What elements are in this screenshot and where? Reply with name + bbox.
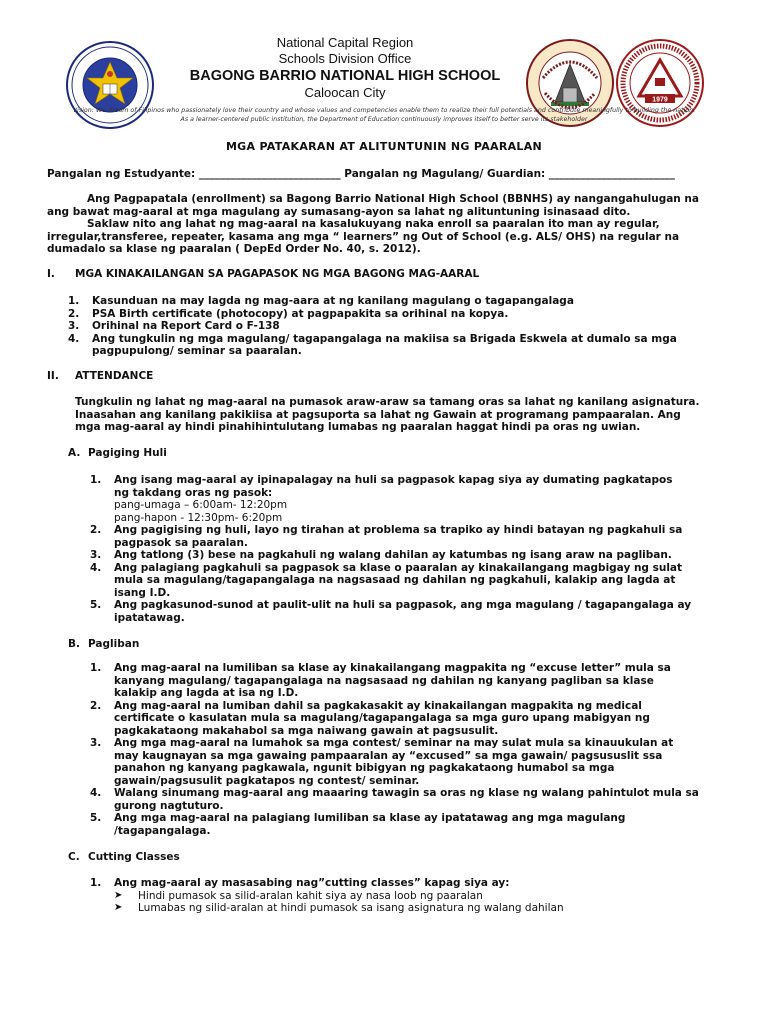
intro-line: Ang Pagpapatala (enrollment) sa Bagong Barrio National High School (BBNHS) ay nangangahulugan na	[87, 193, 699, 205]
morning-schedule: pang-umaga – 6:00am- 12:20pm	[114, 499, 288, 511]
subsection-b-list	[90, 662, 750, 837]
list-item: ➤ Hindi pumasok sa silid-aralan kahit siya ay nasa loob ng paaralan	[114, 890, 483, 902]
section-title: MGA KINAKAILANGAN SA PAGAPASOK NG MGA BAGONG MAG-AARAL	[75, 268, 480, 280]
list-item: 5. Ang mga mag-aaral na palagiang lumiliban sa klase ay ipatatawag ang mga magulang /tagapangalaga.	[90, 812, 626, 837]
name-fields: Pangalan ng Estudyante: ___________________________ Pangalan ng Magulang/ Guardian: ________________________	[47, 168, 675, 180]
subsection-c-list	[90, 877, 750, 890]
school-name: BAGONG BARRIO NATIONAL HIGH SCHOOL	[189, 68, 501, 84]
document-title: MGA PATAKARAN AT ALITUNTUNIN NG PAARALAN	[225, 140, 543, 153]
subsection-c-heading: C. Cutting Classes	[68, 851, 180, 863]
list-item: 5. Ang pagkasunod-sunod at paulit-ulit na huli sa pagpasok, ang mga magulang / tagapangalaga ay ipatatawag.	[90, 599, 692, 624]
list-item: 1. Kasunduan na may lagda ng mag-aara at ng kanilang magulang o tagapangalaga	[68, 295, 574, 307]
list-item: 2. Ang mag-aaral na lumiban dahil sa pagkakasakit ay kinakailangan magpakita ng medical certificate o kasulatan mula sa magulang/tagapangalaga sa mga guro upang mabigyan ng pagkakataong makahabol sa mga naiwang gawain at pagsusulit.	[90, 699, 650, 737]
section-title: ATTENDANCE	[75, 370, 154, 382]
intro-paragraph	[47, 193, 747, 256]
section-1-list	[68, 295, 748, 358]
list-item: ➤ Lumabas ng silid-aralan at hindi pumasok sa isang asignatura ng walang dahilan	[114, 902, 564, 914]
intro-line: Saklaw nito ang lahat ng mag-aaral na kasalukuyang naka enroll sa paaralan ito man ay regular,	[87, 218, 660, 230]
list-item: 4. Walang sinumang mag-aaral ang maaaring tawagin sa oras ng klase ng walang pahintulot mula sa gurong nagtuturo.	[90, 787, 699, 812]
intro-line: ang bawat mag-aaral at mga magulang ay sumasang-ayon sa lahat ng alituntuning isinasaad dito.	[47, 205, 631, 218]
list-item: 1. Ang isang mag-aaral ay ipinapalagay na huli sa pagpasok kapag siya ay dumating pagkatapos ng takdang oras ng pasok: pang-umaga – 6:00am- 12:20pm pang-hapon - 12:30pm- 6:20pm	[90, 474, 750, 524]
list-item: 2. PSA Birth certificate (photocopy) at pagpapakita sa orihinal na kopya.	[68, 307, 509, 320]
vision-line-2: As a learner-centered public institution, the Department of Education continuously improves itself to better serve its stakeholder	[180, 116, 588, 123]
list-item: 3. Ang tatlong (3) bese na pagkahuli ng walang dahilan ay katumbas ng isang araw na pagliban.	[90, 549, 672, 561]
intro-line: irregular,transferee, repeater, kasama ang mga “ learners” ng Out of School (e.g. ALS/ OHS) na regular na	[47, 230, 680, 243]
section-1-heading	[47, 268, 479, 280]
region-name: National Capital Region	[276, 35, 414, 50]
arrow-bullet-icon: ➤	[114, 902, 123, 913]
arrow-bullet-icon: ➤	[114, 890, 123, 901]
section-number: II.	[47, 370, 59, 382]
subsection-a-list	[90, 474, 750, 624]
subsection-b-heading: B. Pagliban	[68, 638, 140, 650]
list-item: 1. Ang mag-aaral na lumiliban sa klase ay kinakailangang magpakita ng “excuse letter” mula sa kanyang magulang/ tagapangalaga na nagsasaad ng dahilan ng kanyang pagliban sa klase kalakip ang lagda at isa ng I.D.	[90, 662, 671, 699]
cutting-classes-bullets	[110, 890, 750, 914]
seal-year: 1979	[652, 96, 668, 104]
list-item: 1. Ang mag-aaral ay masasabing nag”cutting classes” kapag siya ay:	[90, 877, 510, 889]
attendance-intro: Tungkulin ng lahat ng mag-aaral na pumasok araw-araw sa tamang oras sa lahat ng kanilang asignatura. Inaasahan ang kanilang pakikiisa at pagsuporta sa lahat ng Gawain at programang pampaaralan. Ang mga mag-aaral ay hindi pinahihintulutang lumabas ng paaralan haggat hindi pa oras ng uwian.	[75, 396, 700, 433]
section-number: I.	[47, 268, 55, 280]
section-2-heading	[47, 370, 153, 382]
afternoon-schedule: pang-hapon - 12:30pm- 6:20pm	[114, 511, 283, 524]
city-name: Caloocan City	[304, 85, 386, 100]
subsection-a-heading: A. Pagiging Huli	[68, 447, 167, 459]
vision-statement	[20, 106, 748, 124]
list-item: 4. Ang palagiang pagkahuli sa pagpasok sa klase o paaralan ay kinakailangang magbigay ng sulat mula sa magulang/tagapangalaga na nagsasaad ng dahilan ng pagkahuli, kalakip ang lagda at isang I.D.	[90, 561, 683, 599]
list-item: 2. Ang pagigising ng huli, layo ng tirahan at problema sa trapiko ay hindi batayan ng pagkahuli sa pagpasok sa paaralan.	[90, 524, 683, 549]
list-item: 3. Ang mga mag-aaral na lumahok sa mga contest/ seminar na may sulat mula sa kinauukulan at may kaugnayan sa mga gawaing pampaaralan ay “excused” sa mga gawain/ pagsususlit ssa panahon ng kanyang pagkawala, ngunit bibigyan ng pagkakataong humabol sa mga gawain/pagsusulit pagkatapos ng contest/ seminar.	[90, 737, 674, 787]
intro-line: dumadalo sa klase ng paaralan ( DepEd Order No. 40, s. 2012).	[47, 243, 421, 255]
list-item: 4. Ang tungkulin ng mga magulang/ tagapangalaga na makiisa sa Brigada Eskwela at dumalo sa mga pagpupulong/ seminar sa paaralan.	[68, 332, 677, 357]
school-heading	[160, 35, 530, 101]
vision-line-1: Vision: We dream of Filipinos who passionately love their country and whose values and competencies enable them to realize their full potentials and contribute meaningfully to building the nation.	[72, 107, 696, 114]
letterhead	[0, 30, 768, 110]
list-item: 3. Orihinal na Report Card o F-138	[68, 320, 280, 332]
division-name: Schools Division Office	[278, 51, 412, 66]
